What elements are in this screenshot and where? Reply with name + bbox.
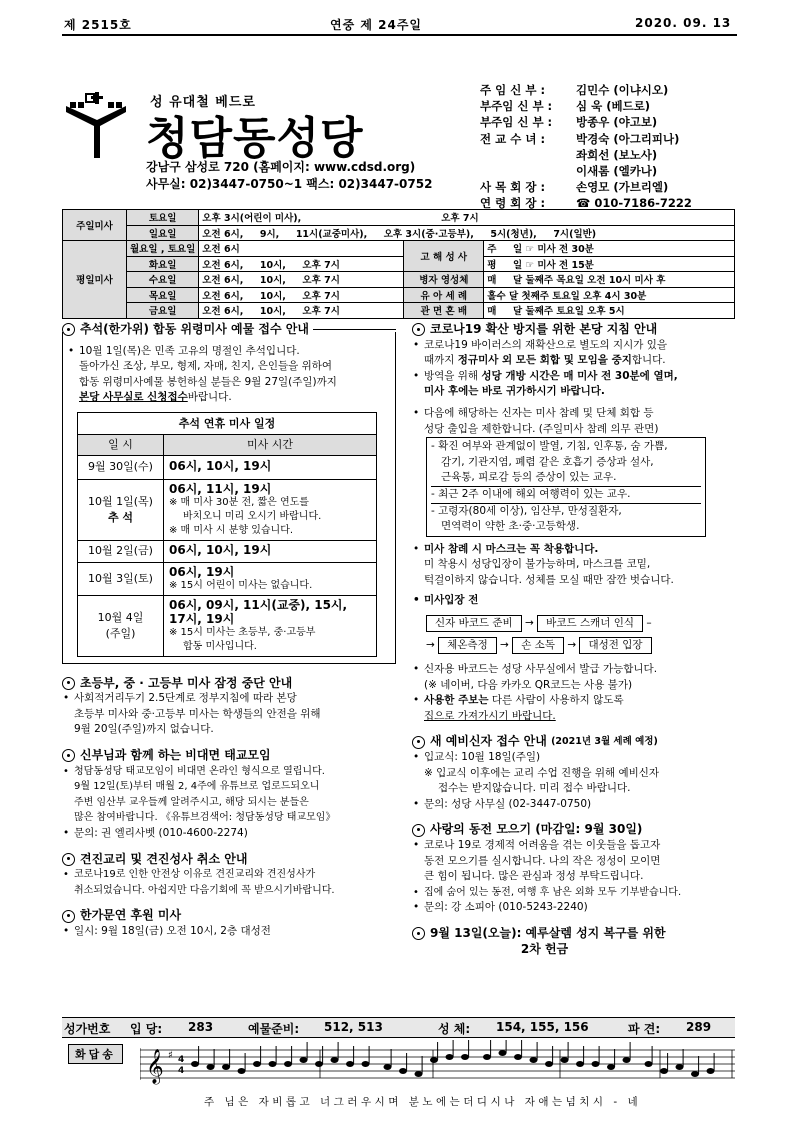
row-date: 10월 3일(토) xyxy=(78,562,164,595)
contact: • 문의: 권 엘리사벳 (010-4600-2274) xyxy=(62,826,396,842)
section-title: 신부님과 함께 하는 비대면 태교모임 xyxy=(62,748,396,764)
sick-communion-label: 병자 영성체 xyxy=(404,272,484,288)
mass-times: 오전 6시, 10시, 오후 7시 xyxy=(199,256,404,272)
note-head xyxy=(415,1071,423,1077)
note-head xyxy=(384,1064,392,1070)
row-time: 06시, 10시, 19시 xyxy=(164,455,377,479)
hymn-label: 성가번호 xyxy=(64,1022,111,1036)
paragraph: • 코로나19 바이러스의 재확산으로 별도의 지시가 있을 때까지 정규미사 외 모든 회합 및 모임을 중지합니다. xyxy=(412,338,737,369)
mass-times: 오전 6시, 10시, 오후 7시 xyxy=(199,272,404,288)
staff-role xyxy=(480,147,576,163)
note-head xyxy=(645,1061,653,1067)
note-head xyxy=(499,1050,507,1056)
sick-communion-value: 매 달 둘째주 목요일 오전 10시 미사 후 xyxy=(484,272,735,288)
section-bullet-icon xyxy=(62,853,75,866)
paragraph: • 미사입장 전 xyxy=(412,593,737,609)
note-head xyxy=(346,1061,354,1067)
staff-row xyxy=(480,98,692,114)
mass-day: 월요일 , 토요일 xyxy=(127,241,199,257)
row-date: 10월 4일 (주일) xyxy=(78,595,164,656)
section-bullet-icon xyxy=(62,749,75,762)
note-head xyxy=(607,1064,615,1070)
issue-number: 제 2515호 xyxy=(64,18,132,32)
mass-day: 화요일 xyxy=(127,256,199,272)
paragraph: • 입교식: 10월 18일(주일) xyxy=(412,750,737,766)
paragraph: • 코로나19로 인한 안전상 이유로 견진교리와 견진성사가 취소되었습니다. 아쉽지만 다음기회에 꼭 받으시기바랍니다. xyxy=(62,867,396,898)
confession-label: 고 해 성 사 xyxy=(404,241,484,272)
staff-row xyxy=(480,179,692,195)
treble-clef-icon: 𝄞 xyxy=(146,1049,164,1084)
note-head xyxy=(676,1064,684,1070)
note-head xyxy=(483,1054,491,1060)
staff-name: 김민수 (이냐시오) xyxy=(576,83,669,97)
paragraph: • 일시: 9월 18일(금) 오전 10시, 2층 대성전 xyxy=(62,924,396,940)
note-head xyxy=(461,1054,469,1060)
mass-times: 오전 6시 xyxy=(199,241,404,257)
staff-row xyxy=(480,147,692,163)
staff-name: 박경숙 (아그리피나) xyxy=(576,131,680,146)
staff-name: 좌희선 (보노사) xyxy=(576,147,658,162)
section-title: 추석(한가위) 합동 위령미사 예물 접수 안내 xyxy=(62,322,396,338)
staff-row xyxy=(480,82,692,98)
section-title: 견진교리 및 견진성사 취소 안내 xyxy=(62,852,396,868)
offertory-number: 512, 513 xyxy=(324,1020,383,1034)
section-title: 9월 13일(오늘): 예루살렘 성지 복구를 위한 xyxy=(412,926,737,942)
section-bullet-icon xyxy=(62,910,75,923)
svg-text:♯: ♯ xyxy=(168,1050,173,1061)
staff-row xyxy=(480,131,692,147)
right-column xyxy=(412,322,737,957)
staff-name: ☎ 010-7186-7222 xyxy=(576,196,692,211)
infant-baptism-value: 홀수 달 첫째주 토요일 오후 4시 30분 xyxy=(484,287,735,303)
note-head xyxy=(284,1061,292,1067)
staff-row xyxy=(480,114,692,130)
col-header: 일 시 xyxy=(78,434,164,455)
contact: • 문의: 강 소피아 (010-5243-2240) xyxy=(412,900,737,916)
paragraph: • 신자용 바코드는 성당 사무실에서 발급 가능합니다. (※ 네이버, 다음 카카오 QR코드는 사용 불가) xyxy=(412,662,737,693)
chuseok-box xyxy=(62,332,396,664)
parish-office-phone: 사무실: 02)3447-0750~1 팩스: 02)3447-0752 xyxy=(146,177,433,191)
flow-step: 손 소독 xyxy=(512,637,564,654)
issue-date: 2020. 09. 13 xyxy=(635,16,732,30)
note-head xyxy=(191,1061,199,1067)
paragraph: • 집에 숨어 있는 동전, 여행 후 남은 외화 모두 기부받습니다. xyxy=(412,885,737,901)
sunday-mass-label: 주일미사 xyxy=(63,210,127,241)
mass-day: 목요일 xyxy=(127,287,199,303)
note-head xyxy=(660,1068,668,1074)
note-head xyxy=(238,1068,246,1074)
notes xyxy=(191,1040,715,1077)
mass-times: 오전 6시, 10시, 오후 7시 xyxy=(199,287,404,303)
row-time: 06시, 10시, 19시 xyxy=(164,540,377,562)
section-bullet-icon xyxy=(412,323,425,336)
row-date: 10월 1일(목) 추 석 xyxy=(78,479,164,540)
row-time: 06시, 19시 ※ 15시 어린이 미사는 없습니다. xyxy=(164,562,377,595)
flow-step: 체온측정 xyxy=(438,637,497,654)
staff-name: 방종우 (야고보) xyxy=(576,115,658,130)
note-head xyxy=(576,1061,584,1067)
note-head xyxy=(545,1061,553,1067)
paragraph: • 청담동성당 태교모임이 비대면 온라인 형식으로 열립니다. 9월 12일(토)부터 매월 2, 4주에 유튜브로 업로드되오니 주변 임산부 교우들께 알려주시고, 해당 되시는 분들은 많은 참여바랍니다. 《유튜브검색어: 청담동성당 태교모임》 xyxy=(62,764,396,826)
svg-text:4: 4 xyxy=(178,1055,185,1065)
section-title: 한가문연 후원 미사 xyxy=(62,908,396,924)
section-bullet-icon xyxy=(62,677,75,690)
row-time: 06시, 09시, 11시(교중), 15시, 17시, 19시 ※ 15시 미사는 초등부, 중·고등부 합동 미사입니다. xyxy=(164,595,377,656)
staff-row xyxy=(480,163,692,179)
note-head xyxy=(430,1057,438,1063)
staff-list xyxy=(480,82,692,212)
hymn-numbers-bar xyxy=(62,1017,735,1038)
staff-role xyxy=(480,163,576,179)
header-divider xyxy=(62,34,737,36)
staff-role: 부주임 신 부 : xyxy=(480,115,553,130)
note-head xyxy=(514,1054,522,1060)
row-date: 9월 30일(수) xyxy=(78,455,164,479)
mass-times: 오전 6시, 10시, 오후 7시 xyxy=(199,303,404,319)
section-title: 코로나19 확산 방지를 위한 본당 지침 안내 xyxy=(412,322,737,338)
paragraph: ※ 입교식 이후에는 교리 수업 진행을 위해 예비신자 접수는 받지않습니다. 미리 접수 바랍니다. xyxy=(424,766,660,795)
mass-times: 오후 3시(어린이 미사), 오후 7시 xyxy=(199,210,735,226)
note-head xyxy=(331,1057,339,1063)
note-head xyxy=(362,1061,370,1067)
mass-day: 금요일 xyxy=(127,303,199,319)
section-subtitle: 2차 헌금 xyxy=(520,941,569,956)
mass-times: 오전 6시, 9시, 11시(교중미사), 오후 3시(중·고등부), 5시(청년), 7시(일반) xyxy=(199,225,735,241)
parish-patron: 성 유대철 베드로 xyxy=(150,95,256,110)
mass-schedule-table xyxy=(62,209,735,319)
contact: • 문의: 성당 사무실 (02-3447-0750) xyxy=(412,797,737,813)
music-staff xyxy=(140,1040,735,1090)
paragraph: • 사용한 주보는 다른 사람이 사용하지 않도록 집으로 가져가시기 바랍니다. xyxy=(412,693,737,724)
parish-name: 청담동성당 xyxy=(146,113,364,164)
section-title: 새 예비신자 접수 안내 (2021년 3월 세례 예정) xyxy=(412,734,737,750)
note-head xyxy=(623,1057,631,1063)
marriage-validation-value: 매 달 둘째주 토요일 오후 5시 xyxy=(484,303,735,319)
dismissal-number: 289 xyxy=(686,1020,712,1034)
note-head xyxy=(269,1061,277,1067)
table-title: 추석 연휴 미사 일정 xyxy=(78,412,377,434)
flow-step: 대성전 입장 xyxy=(579,637,651,654)
paragraph: • 다음에 해당하는 신자는 미사 참례 및 단체 회합 등 성당 출입을 제한합니다. (주일미사 참례 의무 관면) xyxy=(412,406,737,437)
entrance-number: 283 xyxy=(188,1020,214,1034)
paragraph: • 방역을 위해 성당 개방 시간은 매 미사 전 30분에 열며, 미사 후에는 바로 귀가하시기 바랍니다. xyxy=(412,369,737,400)
note-head xyxy=(530,1057,538,1063)
row-date: 10월 2일(금) xyxy=(78,540,164,562)
mass-day: 수요일 xyxy=(127,272,199,288)
svg-text:4: 4 xyxy=(178,1066,185,1076)
note-head xyxy=(399,1068,407,1074)
section-bullet-icon xyxy=(412,824,425,837)
staff-name: 손영모 (가브리엘) xyxy=(576,180,669,195)
mass-day: 일요일 xyxy=(127,225,199,241)
communion-number: 154, 155, 156 xyxy=(496,1020,589,1034)
note-head xyxy=(315,1061,323,1067)
staff-role: 주 임 신 부 : xyxy=(480,83,546,97)
staff-name: 심 욱 (베드로) xyxy=(576,99,651,114)
row-time: 06시, 11시, 19시 ※ 매 미사 30분 전, 짧은 연도를 바치오니 미리 오시기 바랍니다. ※ 매 미사 시 분향 있습니다. xyxy=(164,479,377,540)
parish-address: 강남구 삼성로 720 (홈페이지: www.cdsd.org) xyxy=(146,160,416,174)
section-title: 사랑의 동전 모으기 (마감일: 9월 30일) xyxy=(412,822,737,838)
responsorial-psalm-label: 화답송 xyxy=(68,1044,123,1064)
confession-weekday: 평 일 ☞ 미사 전 15분 xyxy=(484,256,735,272)
paragraph: • 사회적거리두기 2.5단계로 정부지침에 따라 본당 초등부 미사와 중·고등부 미사는 학생들의 안전을 위해 9월 20일(주일)까지 없습니다. xyxy=(62,691,396,738)
staff-role: 부주임 신 부 : xyxy=(480,99,553,114)
restriction-box: - 확진 여부와 관계없이 발열, 기침, 인후통, 숨 가쁨, 감기, 기관지염, 폐렴 같은 호흡기 증상과 설사, 근육통, 피로감 등의 증상이 있는 교우. - 최근 2주 이내에 해외 여행력이 있는 교우. - 고령자(80세 이상), 임산부, 만성질환자, 면역력이 약한 초·중·고등학생. xyxy=(426,437,706,537)
dismissal-label: 파 견: xyxy=(628,1022,661,1036)
section-title: 초등부, 중 · 고등부 미사 잠정 중단 안내 xyxy=(62,676,396,692)
note-head xyxy=(253,1061,261,1067)
entry-flow: 신자 바코드 준비 → 바코드 스캐너 인식 – → 체온측정 → 손 소독 → 대성전 입장 xyxy=(426,612,716,656)
col-header: 미사 시간 xyxy=(164,434,377,455)
staff-role: 연 령 회 장 : xyxy=(480,196,546,211)
note-head xyxy=(707,1068,715,1074)
entrance-label: 입 당: xyxy=(130,1022,163,1036)
infant-baptism-label: 유 아 세 례 xyxy=(404,287,484,303)
paragraph: • 미사 참례 시 마스크는 꼭 착용합니다. 미 착용시 성당입장이 불가능하며, 마스크를 코밑, 턱걸이하지 않습니다. 성체를 모실 때만 잠깐 벗습니다. xyxy=(412,542,737,589)
note-head xyxy=(561,1057,569,1063)
weekday-mass-label: 평일미사 xyxy=(63,241,127,319)
staff-name: 이새롬 (엘카나) xyxy=(576,164,658,179)
parish-logo-icon xyxy=(64,92,128,160)
note-head xyxy=(691,1071,699,1077)
paragraph: • 10월 1일(목)은 민족 고유의 명절인 추석입니다. 돌아가신 조상, 부모, 형제, 자매, 친지, 은인들을 위하여 합동 위령미사예물 봉헌하실 분들은 9월 27일(주일)까지 본당 사무실로 신청접수바랍니다. xyxy=(67,344,389,406)
chuseok-mass-table xyxy=(77,412,377,657)
liturgical-week: 연중 제 24주일 xyxy=(330,18,423,32)
section-bullet-icon xyxy=(412,736,425,749)
note-head xyxy=(207,1064,215,1070)
staff-role: 사 목 회 장 : xyxy=(480,180,546,195)
section-bullet-icon xyxy=(412,927,425,940)
note-head xyxy=(446,1054,454,1060)
flow-step: 바코드 스캐너 인식 xyxy=(537,615,643,632)
note-head xyxy=(592,1061,600,1067)
flow-step: 신자 바코드 준비 xyxy=(426,615,522,632)
psalm-lyrics: 주 님은 자비롭고 너그러우시며 분노에는더디시나 자애는넘치시 - 네 xyxy=(204,1096,642,1108)
confession-sunday: 주 일 ☞ 미사 전 30분 xyxy=(484,241,735,257)
staff-role: 전 교 수 녀 : xyxy=(480,131,546,146)
note-head xyxy=(300,1057,308,1063)
left-column xyxy=(62,322,396,939)
note-head xyxy=(222,1064,230,1070)
communion-label: 성 체: xyxy=(438,1022,471,1036)
paragraph: • 코로나 19로 경제적 어려움을 겪는 이웃들을 돕고자 동전 모으기를 실시합니다. 나의 작은 정성이 모이면 큰 힘이 됩니다. 많은 관심과 정성 부탁드립니다. xyxy=(412,838,737,885)
mass-day: 토요일 xyxy=(127,210,199,226)
marriage-validation-label: 관 면 혼 배 xyxy=(404,303,484,319)
offertory-label: 예물준비: xyxy=(248,1022,300,1036)
